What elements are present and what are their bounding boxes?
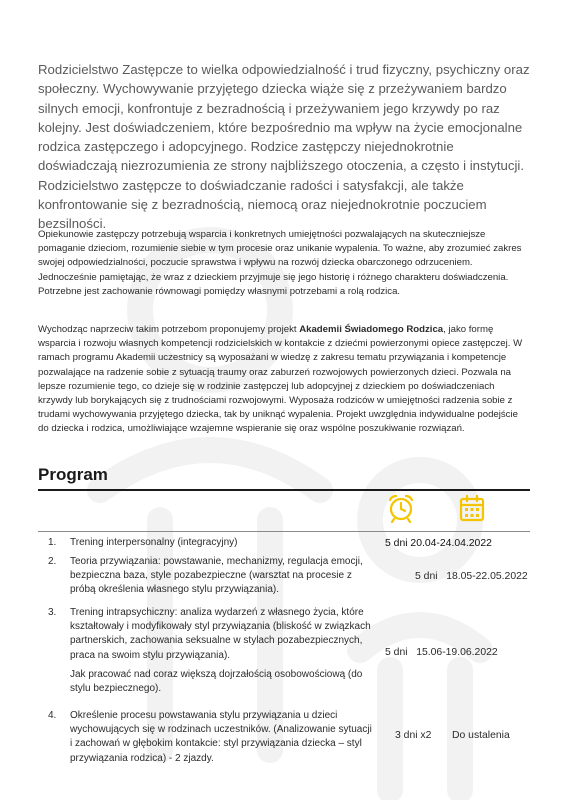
row-number: 3.	[48, 607, 57, 618]
intro-paragraph: Rodzicielstwo Zastępcze to wielka odpowiedzialność i trud fizyczny, psychiczny oraz społeczny. Wychowywanie przyjętego dziecka wiąże się z przeżywaniem bardzo silnych emocji, konfrontuje z bezradnością i przeżywaniem jego krzywdy po raz kolejny. Jest doświadczeniem, które bezpośrednio ma wpływ na życie emocjonalne rodzica zastępczego i adopcyjnego. Rodzice zastępczy niejednokrotnie doświadczają niezrozumienia ze strony najbliższego otoczenia, a często i instytucji. Rodzicielstwo zastępcze to doświadczanie radości i satysfakcji, ale także konfrontowanie się z bezradnością, niemocą oraz niejednokrotnie poczuciem bezsilności.	[38, 62, 530, 232]
project-name: Akademii Świadomego Rodzica	[299, 324, 444, 335]
row-description: Określenie procesu powstawania stylu przywiązania u dzieci wychowujących się w rodzinach uczestników. (Analizowanie sytuacji i zachowań w głębokim kontakcie: styl przywiązania dziecka – styl przywiązania rodzica) - 2 zjazdy.	[70, 710, 372, 764]
row-schedule: 5 dni 18.05-22.05.2022	[415, 571, 528, 582]
row-description: Trening interpersonalny (integracyjny)	[70, 537, 238, 548]
paragraph-2-before: Wychodząc naprzeciw takim potrzebom proponujemy projekt	[38, 324, 300, 335]
row-number: 2.	[48, 556, 57, 567]
program-heading: Program	[38, 465, 108, 484]
calendar-icon	[459, 494, 485, 522]
row-description: Trening intrapsychiczny: analiza wydarzeń z własnego życia, które kształtowały i modyfikowały styl przywiązania (bliskość w związkach partnerskich, zachowania seksualne w stylach pozabezpiecznych, praca na swoim stylu przywiązania).	[70, 607, 371, 661]
row-number: 4.	[48, 710, 57, 721]
paragraph-2-after: , jako formę wsparcia i rozwoju własnych kompetencji rodzicielskich w kontakcie z dziećmi powierzonymi opiece zastępczej. W ramach programu Akademii uczestnicy są wyposażani w wiedzę z zakresu tematu przywiązania i kompetencje pozwalające na radzenie sobie z sytuacją traumy oraz zaburzeń rozwojowych powierzonych dzieci. Pozwala na lepsze rozumienie tego, co dzieje się w rodzinie zastępczej lub adopcyjnej z dzieckiem po doświadczeniach krzywdy lub borykających się z trudnościami rozwojowymi. Wyposaża rodziców w umiejętności radzenia sobie z trudami wychowywania przyjętego dziecka, tak by uniknąć wypalenia. Projekt uwzględnia indywidualne podejście do dziecka i rodzica, umożliwiające wzajemne wspieranie się oraz wspólne poszukiwanie rozwiązań.	[38, 324, 523, 435]
row-schedule-date: Do ustalenia	[452, 730, 510, 741]
row-number: 1.	[48, 537, 57, 548]
row-schedule-days: 3 dni x2	[395, 730, 432, 741]
table-divider	[38, 531, 530, 532]
body-paragraph-2	[38, 323, 530, 437]
row-description: Teoria przywiązania: powstawanie, mechanizmy, regulacja emocji, bezpieczna baza, style pozabezpieczne (warsztat na procesie z próbą określenia własnego stylu przywiązania).	[70, 556, 363, 596]
row-schedule: 5 dni 20.04-24.04.2022	[385, 538, 492, 549]
heading-divider	[38, 489, 530, 491]
body-paragraph-1: Opiekunowie zastępczy potrzebują wsparcia i konkretnych umiejętności pozwalających na skuteczniejsze pomaganie dzieciom, rozumienie siebie w tym procesie oraz unikanie wypalenia. To ważne, aby zrozumieć zakres swojej odpowiedzialności, poczucie sprawstwa i wpływu na rozwój dziecka obarczonego odrzuceniem. Jednocześnie pamiętając, że wraz z dzieckiem przyjmuje się jego historię i różnego charakteru doświadczenia. Potrzebne jest zachowanie równowagi pomiędzy własnymi potrzebami a rolą rodzica.	[38, 229, 522, 297]
row-note: Jak pracować nad coraz większą dojrzałością osobowościową (do stylu bezpiecznego).	[70, 669, 363, 695]
alarm-clock-icon	[386, 493, 416, 523]
row-schedule: 5 dni 15.06-19.06.2022	[385, 647, 498, 658]
